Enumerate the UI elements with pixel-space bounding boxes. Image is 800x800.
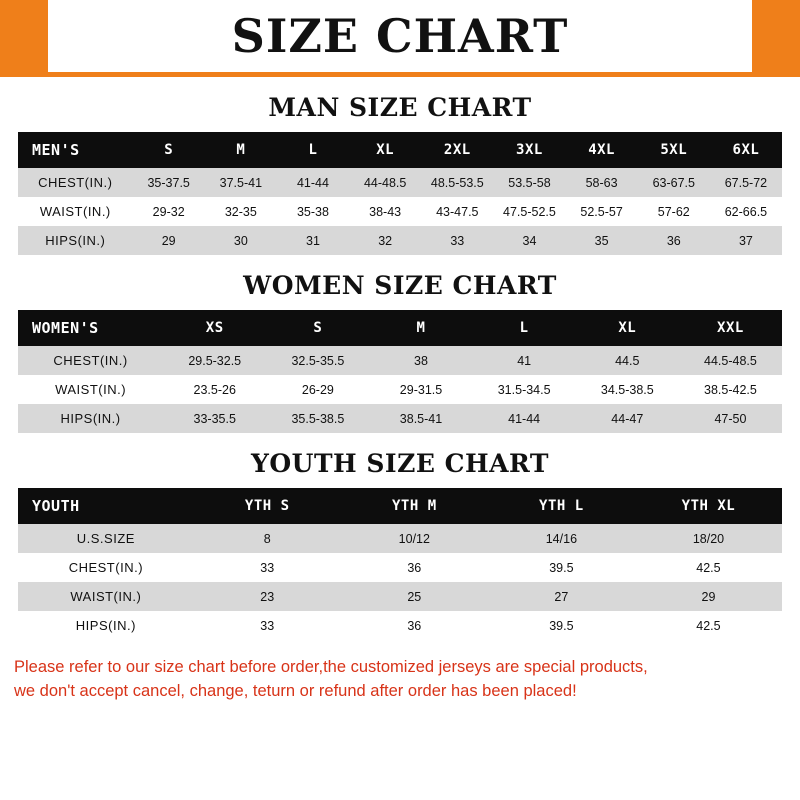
- table-cell: 32-35: [205, 197, 277, 226]
- column-header: YTH XL: [635, 488, 782, 524]
- table-cell: 23: [194, 582, 341, 611]
- table-cell: 39.5: [488, 553, 635, 582]
- table-cell: 42.5: [635, 611, 782, 640]
- table-cell: 52.5-57: [566, 197, 638, 226]
- table-cell: 43-47.5: [421, 197, 493, 226]
- table-cell: 26-29: [266, 375, 369, 404]
- table-row: [18, 168, 782, 197]
- column-header: XXL: [679, 310, 782, 346]
- section-youth: [0, 449, 800, 640]
- table-cell: 48.5-53.5: [421, 168, 493, 197]
- table-cell: 8: [194, 524, 341, 553]
- row-label: WAIST(IN.): [18, 582, 194, 611]
- table-row: [18, 611, 782, 640]
- table-cell: 29: [133, 226, 205, 255]
- row-label: CHEST(IN.): [18, 346, 163, 375]
- table-cell: 35.5-38.5: [266, 404, 369, 433]
- column-header: YTH S: [194, 488, 341, 524]
- table-cell: 36: [341, 553, 488, 582]
- table-cell: 44.5-48.5: [679, 346, 782, 375]
- column-header: S: [266, 310, 369, 346]
- column-header: YTH M: [341, 488, 488, 524]
- table-row: [18, 197, 782, 226]
- table-header-row: [18, 310, 782, 346]
- table-cell: 41-44: [277, 168, 349, 197]
- table-cell: 39.5: [488, 611, 635, 640]
- column-header: 3XL: [493, 132, 565, 168]
- table-cell: 47.5-52.5: [493, 197, 565, 226]
- row-label: WAIST(IN.): [18, 197, 133, 226]
- table-cell: 42.5: [635, 553, 782, 582]
- footer-line-2: we don't accept cancel, change, teturn or refund after order has been placed!: [14, 681, 577, 700]
- table-cell: 38: [369, 346, 472, 375]
- table-cell: 34.5-38.5: [576, 375, 679, 404]
- table-cell: 57-62: [638, 197, 710, 226]
- column-header: M: [369, 310, 472, 346]
- table-cell: 38-43: [349, 197, 421, 226]
- column-header: XL: [349, 132, 421, 168]
- table-cell: 58-63: [566, 168, 638, 197]
- column-header: 4XL: [566, 132, 638, 168]
- column-header: XL: [576, 310, 679, 346]
- table-row: [18, 404, 782, 433]
- footer-disclaimer: [0, 656, 800, 704]
- table-cell: 62-66.5: [710, 197, 782, 226]
- column-header: L: [277, 132, 349, 168]
- table-cell: 33: [194, 553, 341, 582]
- section-women: [0, 271, 800, 433]
- table-cell: 14/16: [488, 524, 635, 553]
- table-cell: 33: [421, 226, 493, 255]
- table-cell: 31.5-34.5: [473, 375, 576, 404]
- header-banner: [0, 0, 800, 72]
- table-row: [18, 524, 782, 553]
- table-cell: 36: [341, 611, 488, 640]
- table-cell: 33: [194, 611, 341, 640]
- section-title-man: MAN SIZE CHART: [268, 93, 532, 122]
- table-cell: 35-38: [277, 197, 349, 226]
- table-cell: 33-35.5: [163, 404, 266, 433]
- row-label: U.S.SIZE: [18, 524, 194, 553]
- page-title: SIZE CHART: [231, 9, 569, 63]
- row-label: WAIST(IN.): [18, 375, 163, 404]
- table-cell: 37: [710, 226, 782, 255]
- table-cell: 44.5: [576, 346, 679, 375]
- man-size-table: [18, 132, 782, 255]
- column-header: MEN'S: [18, 132, 133, 168]
- column-header: YTH L: [488, 488, 635, 524]
- table-cell: 35-37.5: [133, 168, 205, 197]
- youth-size-table: [18, 488, 782, 640]
- table-row: [18, 375, 782, 404]
- footer-line-1: Please refer to our size chart before order,the customized jerseys are special products,: [14, 658, 648, 676]
- table-cell: 27: [488, 582, 635, 611]
- table-header-row: [18, 488, 782, 524]
- table-cell: 67.5-72: [710, 168, 782, 197]
- table-header-row: [18, 132, 782, 168]
- section-title-youth: YOUTH SIZE CHART: [251, 449, 549, 478]
- column-header: M: [205, 132, 277, 168]
- section-man: [0, 93, 800, 255]
- table-cell: 38.5-41: [369, 404, 472, 433]
- table-cell: 34: [493, 226, 565, 255]
- table-cell: 63-67.5: [638, 168, 710, 197]
- column-header: WOMEN'S: [18, 310, 163, 346]
- table-cell: 44-48.5: [349, 168, 421, 197]
- column-header: 2XL: [421, 132, 493, 168]
- table-cell: 32.5-35.5: [266, 346, 369, 375]
- table-cell: 36: [638, 226, 710, 255]
- table-cell: 25: [341, 582, 488, 611]
- table-cell: 29: [635, 582, 782, 611]
- header-divider: [0, 72, 800, 77]
- table-cell: 29.5-32.5: [163, 346, 266, 375]
- women-size-table: [18, 310, 782, 433]
- column-header: S: [133, 132, 205, 168]
- table-cell: 10/12: [341, 524, 488, 553]
- table-row: [18, 553, 782, 582]
- table-cell: 53.5-58: [493, 168, 565, 197]
- table-cell: 18/20: [635, 524, 782, 553]
- table-cell: 47-50: [679, 404, 782, 433]
- table-cell: 30: [205, 226, 277, 255]
- table-cell: 29-32: [133, 197, 205, 226]
- section-title-women: WOMEN SIZE CHART: [243, 271, 557, 300]
- table-cell: 37.5-41: [205, 168, 277, 197]
- table-row: [18, 582, 782, 611]
- column-header: YOUTH: [18, 488, 194, 524]
- table-cell: 35: [566, 226, 638, 255]
- column-header: XS: [163, 310, 266, 346]
- table-cell: 41-44: [473, 404, 576, 433]
- table-cell: 41: [473, 346, 576, 375]
- table-cell: 23.5-26: [163, 375, 266, 404]
- column-header: L: [473, 310, 576, 346]
- table-cell: 44-47: [576, 404, 679, 433]
- table-cell: 38.5-42.5: [679, 375, 782, 404]
- table-row: [18, 226, 782, 255]
- table-row: [18, 346, 782, 375]
- column-header: 5XL: [638, 132, 710, 168]
- row-label: HIPS(IN.): [18, 611, 194, 640]
- table-cell: 31: [277, 226, 349, 255]
- table-cell: 32: [349, 226, 421, 255]
- table-cell: 29-31.5: [369, 375, 472, 404]
- row-label: CHEST(IN.): [18, 168, 133, 197]
- row-label: HIPS(IN.): [18, 404, 163, 433]
- row-label: HIPS(IN.): [18, 226, 133, 255]
- column-header: 6XL: [710, 132, 782, 168]
- row-label: CHEST(IN.): [18, 553, 194, 582]
